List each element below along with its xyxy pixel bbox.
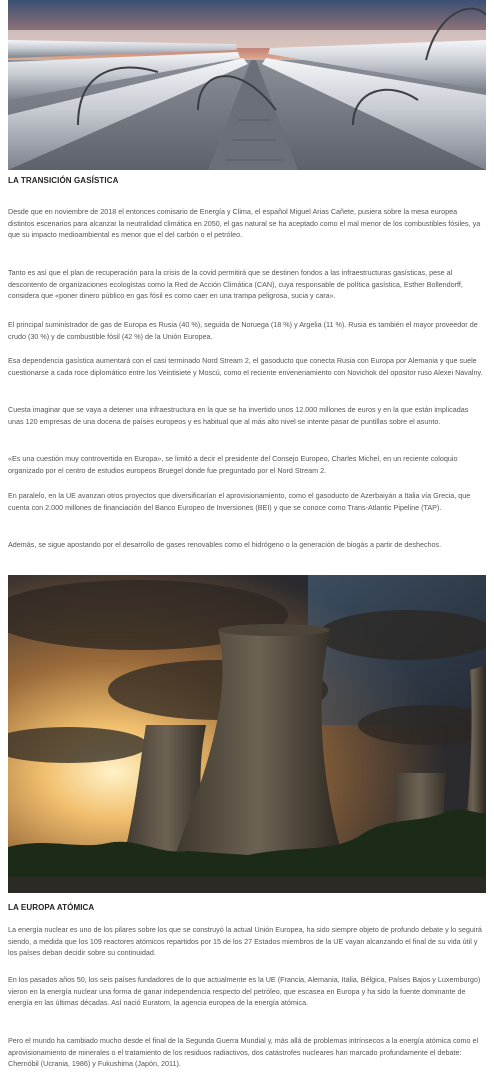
paragraph: La energía nuclear es uno de los pilares sobre los que se construyó la actual Unión Europea, ha sido siempre objeto de profundo debate y lo seguirá siendo, a medida que los 109 reactores atómicos repartidos por 15 de los 27 Estados miembros de la UE vayan alcanzando el final de su vida útil y los países deban decidir sobre su continuidad. [8,925,482,958]
paragraph: Tanto es así que el plan de recuperación para la crisis de la covid permitirá que se destinen fondos a las infraestructuras gasísticas, pese al descontento de organizaciones ecologistas como la Red de Acción Climática (CAN), cuya responsable de política gasística, Esther Bollendorff, considera que «poner dinero público en gas fósil es como caer en una trampa peligrosa, sucia y cara». [8,268,463,301]
paragraph: «Es una cuestión muy controvertida en Europa», se limitó a decir el presidente del Consejo Europeo, Charles Michel, en un reciente coloquio organizado por el centro de estudios europeos Bruegel donde fue preguntado por el Nord Stream 2. [8,454,458,475]
paragraph: El principal suministrador de gas de Europa es Rusia (40 %), seguida de Noruega (18 %) y Argelia (11 %). Rusia es también el mayor proveedor de crudo (30 %) y de combustible fósil (42 %) de la Unión Europea. [8,320,478,341]
pipelines-image [8,0,486,170]
paragraph: Pero el mundo ha cambiado mucho desde el final de la Segunda Guerra Mundial y, más allá de problemas intrínsecos a la energía atómica como el aprovisionamiento de minerales o el tratamiento de los residuos radiactivos, dos catástrofes nucleares han marcado profundamente el debate: Chernóbil (Ucrania, 1986) y Fukushima (Japón, 2011). [8,1036,479,1069]
paragraph: En paralelo, en la UE avanzan otros proyectos que diversificarían el aprovisionamiento, como el gasoducto de Azerbaiyán a Italia vía Grecia, que cuenta con 2.000 millones de financiación del Banco Europeo de Inversiones (BEI) y que se conoce como Trans-Atlantic Pipeline (TAP). [8,491,471,512]
paragraph: Cuesta imaginar que se vaya a detener una infraestructura en la que se ha invertido unos 12.000 millones de euros y en la que están implicadas unas 120 empresas de una docena de países europeos y es habitual que al más alto nivel se intente pasar de puntillas sobre el asunto. [8,405,469,426]
paragraph: Desde que en noviembre de 2018 el entonces comisario de Energía y Clima, el español Miguel Arias Cañete, pusiera sobre la mesa europea distintos escenarios para alcanzar la neutralidad climática en 2050, el gas natural se ha aceptado como el mal menor de los combustibles fósiles, ya que su impacto medioambiental es menor que el del carbón o el petróleo. [8,207,481,240]
paragraph: Además, se sigue apostando por el desarrollo de gases renovables como el hidrógeno o la generación de biogás a partir de deshechos. [8,540,442,549]
section-title-nuclear: LA EUROPA ATÓMICA [8,903,95,912]
cooling-towers-image [8,575,486,893]
paragraph: Esa dependencia gasística aumentará con el casi terminado Nord Stream 2, el gasoducto que conecta Rusia con Europa por Alemania y que suele cuestionarse a cada roce diplomático entre los Veintisiete y Moscú, como el reciente envenenamiento con Novichok del opositor ruso Alexei Navalny. [8,356,483,377]
section-title-gas: LA TRANSICIÓN GASÍSTICA [8,176,119,185]
paragraph: En los pasados años 50, los seis países fundadores de lo que actualmente es la UE (Francia, Alemania, Italia, Bélgica, Países Bajos y Luxemburgo) vieron en la energía nuclear una forma de ganar independencia respecto del petróleo, que escasea en Europa y ha sido la fuente dominante de energía en las últimas décadas. Así nació Euratom, la agencia europea de la energía atómica. [8,975,481,1008]
